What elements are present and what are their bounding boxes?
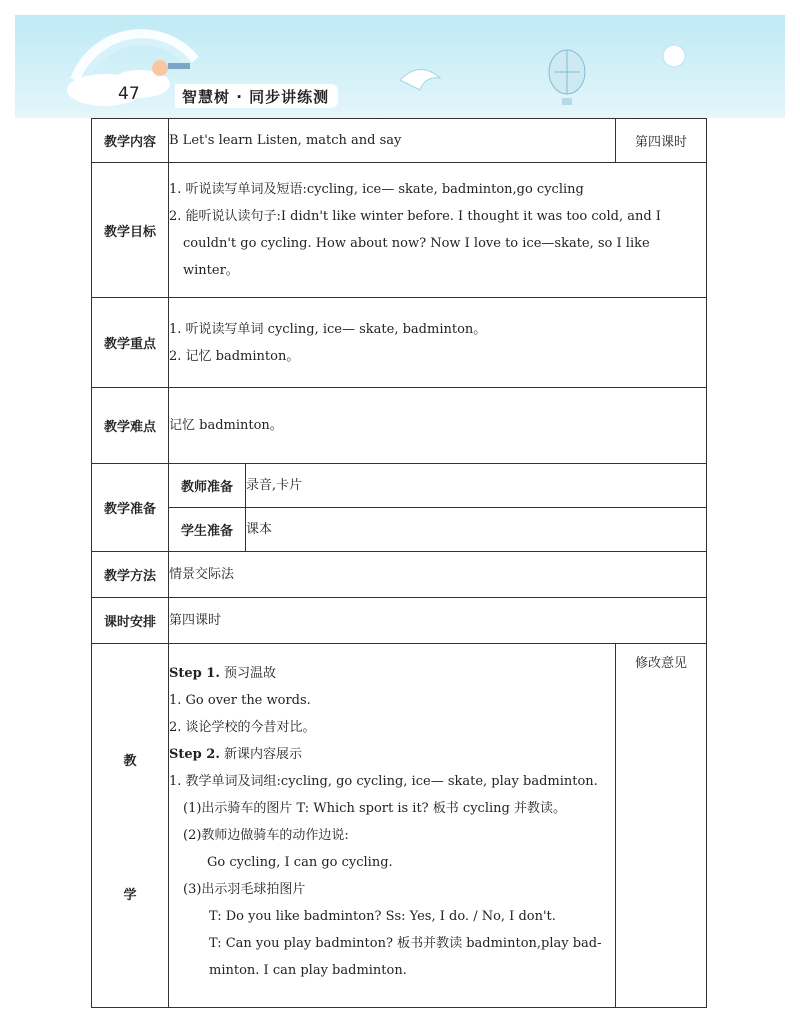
step1-line-2: 2. 谈论学校的今昔对比。	[169, 720, 316, 735]
label-process-top: 教	[123, 754, 137, 769]
schedule-value: 第四课时	[169, 598, 707, 644]
label-teacher-prep: 教师准备	[169, 464, 246, 508]
lesson-plan-table	[91, 118, 707, 1008]
label-difficulty: 教学难点	[92, 388, 169, 464]
sub-item-2: (2)教师边做骑车的动作边说:	[183, 828, 349, 843]
goal-line-2: 2. 能听说认读句子:I didn't like winter before. I thought it was too cold, and I	[169, 209, 661, 224]
content-value: B Let's learn Listen, match and say	[169, 119, 616, 163]
revision-column	[616, 644, 707, 1008]
step2-line-1: 1. 教学单词及词组:cycling, go cycling, ice— skate, play badminton.	[169, 774, 598, 789]
label-preparation: 教学准备	[92, 464, 169, 552]
sub-item-3-line-1: T: Do you like badminton? Ss: Yes, I do. / No, I don't.	[209, 909, 556, 924]
label-content: 教学内容	[92, 119, 169, 163]
teacher-prep-value: 录音,卡片	[246, 464, 707, 508]
page-number: 47	[118, 84, 140, 104]
header-banner	[0, 0, 800, 118]
process-text	[169, 644, 616, 1008]
sub-item-3-line-3: minton. I can play badminton.	[209, 963, 407, 978]
step1-heading	[169, 660, 615, 687]
key-points-text	[169, 298, 707, 388]
student-prep-value: 课本	[246, 508, 707, 552]
step2-text: 新课内容展示	[224, 747, 303, 762]
row-goals	[92, 163, 707, 298]
sub-item-3: (3)出示羽毛球拍图片	[183, 882, 306, 897]
step1-text: 预习温故	[224, 666, 277, 681]
label-student-prep: 学生准备	[169, 508, 246, 552]
goals-text	[169, 163, 707, 298]
label-process	[92, 644, 169, 1008]
step2-heading	[169, 741, 615, 768]
step1-line-1: 1. Go over the words.	[169, 693, 311, 708]
label-method: 教学方法	[92, 552, 169, 598]
label-process-bottom: 学	[123, 888, 137, 903]
book-title: 智慧树 · 同步讲练测	[182, 88, 330, 106]
lesson-number: 第四课时	[616, 119, 707, 163]
revision-label: 修改意见	[635, 656, 688, 671]
row-method	[92, 552, 707, 598]
row-schedule	[92, 598, 707, 644]
sub-item-3-line-2: T: Can you play badminton? 板书并教读 badminton,play bad-	[209, 936, 602, 951]
row-difficulty	[92, 388, 707, 464]
step1-title: Step 1.	[169, 666, 220, 681]
row-prep-student	[92, 508, 707, 552]
sun-icon	[663, 45, 685, 67]
step2-title: Step 2.	[169, 747, 220, 762]
sub-item-1: (1)出示骑车的图片 T: Which sport is it? 板书 cycling 并教读。	[183, 801, 566, 816]
label-goals: 教学目标	[92, 163, 169, 298]
key-point-2: 2. 记忆 badminton。	[169, 348, 300, 364]
label-key-points: 教学重点	[92, 298, 169, 388]
key-point-1: 1. 听说读写单词 cycling, ice— skate, badminton。	[169, 321, 487, 337]
sub-item-2-line: Go cycling, I can go cycling.	[207, 855, 393, 870]
goal-line-3: couldn't go cycling. How about now? Now I love to ice—skate, so I like winter。	[183, 236, 650, 278]
row-process	[92, 644, 707, 1008]
goal-line-1: 1. 听说读写单词及短语:cycling, ice— skate, badminton,go cycling	[169, 182, 584, 197]
method-value: 情景交际法	[169, 552, 707, 598]
label-schedule: 课时安排	[92, 598, 169, 644]
row-key-points	[92, 298, 707, 388]
row-content	[92, 119, 707, 163]
row-prep-teacher	[92, 464, 707, 508]
difficulty-value: 记忆 badminton。	[169, 388, 707, 464]
